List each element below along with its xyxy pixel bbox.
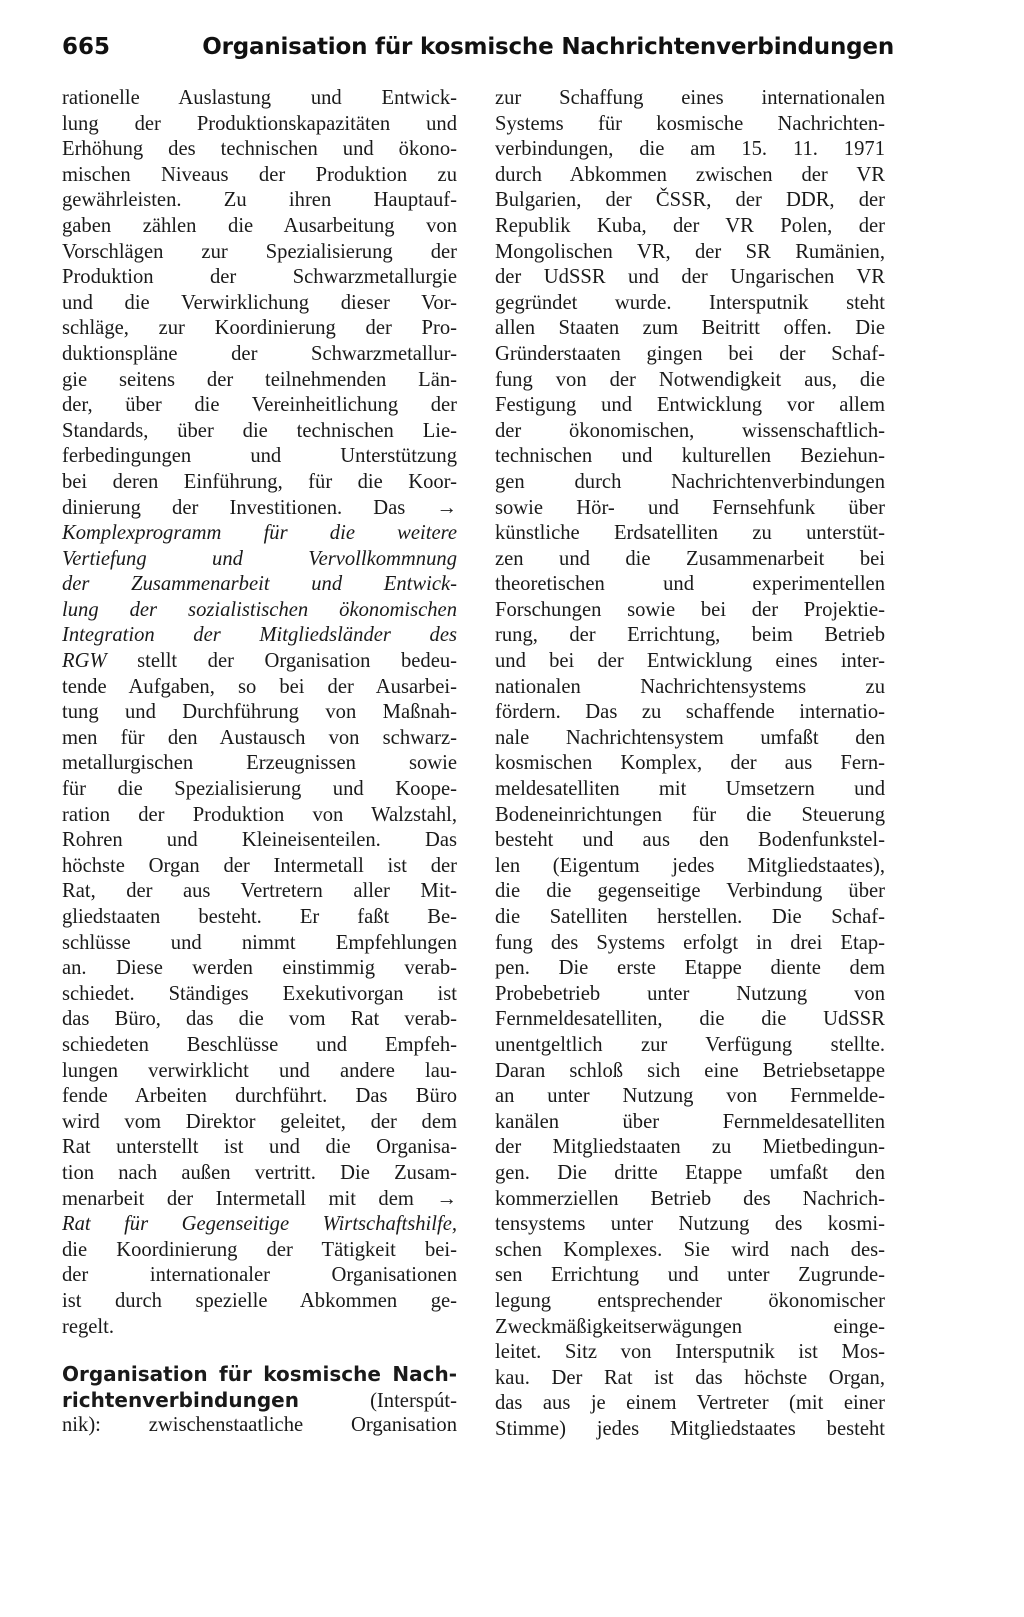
entry-heading (62, 1362, 457, 1439)
text-line: und bei der Entwicklung eines inter- (495, 650, 885, 673)
text-line: gliedstaaten besteht. Er faßt Be- (62, 906, 457, 928)
text-line: mischen Niveaus der Produktion zu (62, 163, 457, 186)
text-line: besteht und aus den Bodenfunkstel- (495, 829, 885, 852)
left-column-text (62, 86, 457, 1340)
text-line: die die gegenseitige Verbindung über (495, 880, 885, 903)
text-line: menarbeit der Intermetall mit dem → (62, 1187, 457, 1210)
text-line: der Zusammenarbeit und Entwick- (62, 573, 457, 596)
text-line: leitet. Sitz von Intersputnik ist Mos- (495, 1341, 885, 1364)
text-line: Komplexprogramm für die weitere (62, 522, 457, 545)
text-line: metallurgischen Erzeugnissen sowie (62, 752, 457, 775)
text-line: schiedet. Ständiges Exekutivorgan ist (62, 982, 457, 1005)
text-line: bei deren Einführung, für die Koor- (62, 470, 457, 493)
text-line: gaben zählen die Ausarbeitung von (62, 214, 457, 237)
text-line: Probebetrieb unter Nutzung von (495, 982, 885, 1005)
page-number: 665 (62, 34, 111, 60)
text-line: schen Komplexes. Sie wird nach des- (495, 1238, 885, 1261)
text-line: ferbedingungen und Unterstützung (62, 445, 457, 468)
text-line: technischen und kulturellen Beziehun- (495, 445, 885, 468)
text-line: regelt. (62, 1315, 115, 1338)
running-title: Organisation für kosmische Nachrichtenverbindungen (202, 34, 894, 60)
entry-definition-line: nik): zwischenstaatliche Organisation (62, 1414, 457, 1437)
text-line: allen Staaten zum Beitritt offen. Die (495, 317, 885, 340)
text-line: Erhöhung des technischen und ökono- (62, 138, 457, 161)
text-line: tung und Durchführung von Maßnah- (62, 701, 457, 724)
text-line: sowie Hör- und Fernsehfunk über (495, 496, 885, 519)
text-line: Mongolischen VR, der SR Rumänien, (495, 240, 885, 263)
text-line: Fernmeldesatelliten, die die UdSSR (495, 1008, 885, 1031)
text-line: Bodeneinrichtungen für die Steuerung (495, 803, 885, 826)
text-line: rung, der Errichtung, beim Betrieb (495, 624, 885, 647)
text-line: Stimme) jedes Mitgliedstaates besteht (495, 1417, 885, 1440)
text-line: das Büro, das die vom Rat verab- (62, 1008, 457, 1031)
text-line: tion nach außen vertritt. Die Zusam- (62, 1161, 457, 1184)
text-line: durch Abkommen zwischen der VR (495, 163, 885, 186)
text-line: die Koordinierung der Tätigkeit bei- (62, 1238, 457, 1261)
text-line: Gründerstaaten gingen bei der Schaf- (495, 342, 885, 365)
text-line: meldesatelliten mit Umsetzern und (495, 778, 885, 801)
text-line: len (Eigentum jedes Mitgliedstaates), (495, 854, 885, 877)
text-line: gegründet wurde. Intersputnik steht (495, 291, 885, 314)
text-line: das aus je einem Vertreter (mit einer (495, 1392, 885, 1415)
entry-heading-bold: richtenverbindungen (62, 1387, 299, 1412)
text-line: unentgeltlich zur Verfügung stellte. (495, 1033, 885, 1056)
text-line: gen. Die dritte Etappe umfaßt den (495, 1161, 885, 1184)
text-line: dinierung der Investitionen. Das → (62, 496, 457, 519)
text-line: der, über die Vereinheitlichung der (62, 394, 457, 417)
right-column-text (495, 86, 885, 1442)
text-line: lungen verwirklicht und andere lau- (62, 1059, 457, 1082)
text-line: Vertiefung und Vervollkommnung (62, 547, 457, 570)
text-line: die Satelliten herstellen. Die Schaf- (495, 906, 885, 928)
text-line: ist durch spezielle Abkommen ge- (62, 1289, 457, 1312)
text-line: RGW stellt der Organisation bedeu- (62, 650, 457, 673)
text-line: Rat unterstellt ist und die Organisa- (62, 1136, 457, 1159)
text-line: nationalen Nachrichtensystems zu (495, 675, 885, 698)
text-line: tensystems unter Nutzung des kosmi- (495, 1213, 885, 1236)
text-line: lung der Produktionskapazitäten und (62, 112, 457, 135)
text-line: zur Schaffung eines internationalen (495, 87, 885, 109)
text-line: gie seitens der teilnehmenden Län- (62, 368, 457, 391)
text-line: zen und die Zusammenarbeit bei (495, 547, 885, 570)
text-line: an. Diese werden einstimmig verab- (62, 957, 457, 980)
text-line: an unter Nutzung von Fernmelde- (495, 1085, 885, 1108)
text-line: Republik Kuba, der VR Polen, der (495, 214, 885, 237)
entry-heading-line2 (62, 1388, 457, 1414)
text-line: der internationaler Organisationen (62, 1264, 457, 1287)
text-line: wird vom Direktor geleitet, der dem (62, 1110, 457, 1133)
text-line: pen. Die erste Etappe diente dem (495, 957, 885, 980)
text-line: Produktion der Schwarzmetallurgie (62, 266, 457, 289)
text-line: kanälen über Fernmeldesatelliten (495, 1110, 885, 1133)
text-line: Standards, über die technischen Lie- (62, 419, 457, 442)
text-line: verbindungen, die am 15. 11. 1971 (495, 138, 885, 161)
text-line: kosmischen Komplex, der aus Fern- (495, 752, 885, 775)
text-line: fung des Systems erfolgt in drei Etap- (495, 931, 885, 954)
text-line: Rat für Gegenseitige Wirtschaftshilfe, (62, 1213, 457, 1236)
text-line: fende Arbeiten durchführt. Das Büro (62, 1085, 457, 1108)
text-line: gen durch Nachrichtenverbindungen (495, 470, 885, 493)
text-line: Vorschlägen zur Spezialisierung der (62, 240, 457, 263)
text-line: rationelle Auslastung und Entwick- (62, 87, 457, 109)
text-line: und die Verwirklichung dieser Vor- (62, 291, 457, 314)
text-line: der ökonomischen, wissenschaftlich- (495, 419, 885, 442)
text-line: sen Errichtung und unter Zugrunde- (495, 1264, 885, 1287)
text-line: Rat, der aus Vertretern aller Mit- (62, 880, 457, 903)
text-line: Zweckmäßigkeitserwägungen einge- (495, 1315, 885, 1338)
text-line: schiedeten Beschlüsse und Empfeh- (62, 1033, 457, 1056)
text-line: kommerziellen Betrieb des Nachrich- (495, 1187, 885, 1210)
text-line: tende Aufgaben, so bei der Ausarbei- (62, 675, 457, 698)
text-line: fördern. Das zu schaffende internatio- (495, 701, 885, 724)
text-line: der Mitgliedstaaten zu Mietbedingun- (495, 1136, 885, 1159)
text-line: höchste Organ der Intermetall ist der (62, 854, 457, 877)
text-line: Daran schloß sich eine Betriebsetappe (495, 1059, 885, 1082)
text-line: legung entsprechender ökonomischer (495, 1289, 885, 1312)
text-line: fung von der Notwendigkeit aus, die (495, 368, 885, 391)
text-line: Integration der Mitgliedsländer des (62, 624, 457, 647)
text-line: men für den Austausch von schwarz- (62, 726, 457, 749)
text-line: schlüsse und nimmt Empfehlungen (62, 931, 457, 954)
text-line: nale Nachrichtensystem umfaßt den (495, 726, 885, 749)
text-line: künstliche Erdsatelliten zu unterstüt- (495, 522, 885, 545)
text-line: ration der Produktion von Walzstahl, (62, 803, 457, 826)
text-line: gewährleisten. Zu ihren Hauptauf- (62, 189, 457, 212)
text-line: Systems für kosmische Nachrichten- (495, 112, 885, 135)
text-line: kau. Der Rat ist das höchste Organ, (495, 1366, 885, 1389)
text-line: duktionspläne der Schwarzmetallur- (62, 342, 457, 365)
entry-heading-rest: (Interspút- (370, 1389, 457, 1412)
text-line: Bulgarien, der ČSSR, der DDR, der (495, 189, 885, 212)
left-column (62, 86, 457, 1439)
page-header (62, 30, 894, 70)
right-column (495, 86, 885, 1442)
text-line: für die Spezialisierung und Koope- (62, 778, 457, 801)
text-line: theoretischen und experimentellen (495, 573, 885, 596)
text-line: Festigung und Entwicklung vor allem (495, 394, 885, 417)
text-line: lung der sozialistischen ökonomischen (62, 598, 457, 621)
text-line: Rohren und Kleineisenteilen. Das (62, 829, 457, 852)
text-line: der UdSSR und der Ungarischen VR (495, 266, 885, 289)
text-line: schläge, zur Koordinierung der Pro- (62, 317, 457, 340)
italic-term: RGW (62, 650, 107, 673)
text-line: Forschungen sowie bei der Projektie- (495, 598, 885, 621)
entry-heading-line1: Organisation für kosmische Nach- (62, 1362, 457, 1387)
